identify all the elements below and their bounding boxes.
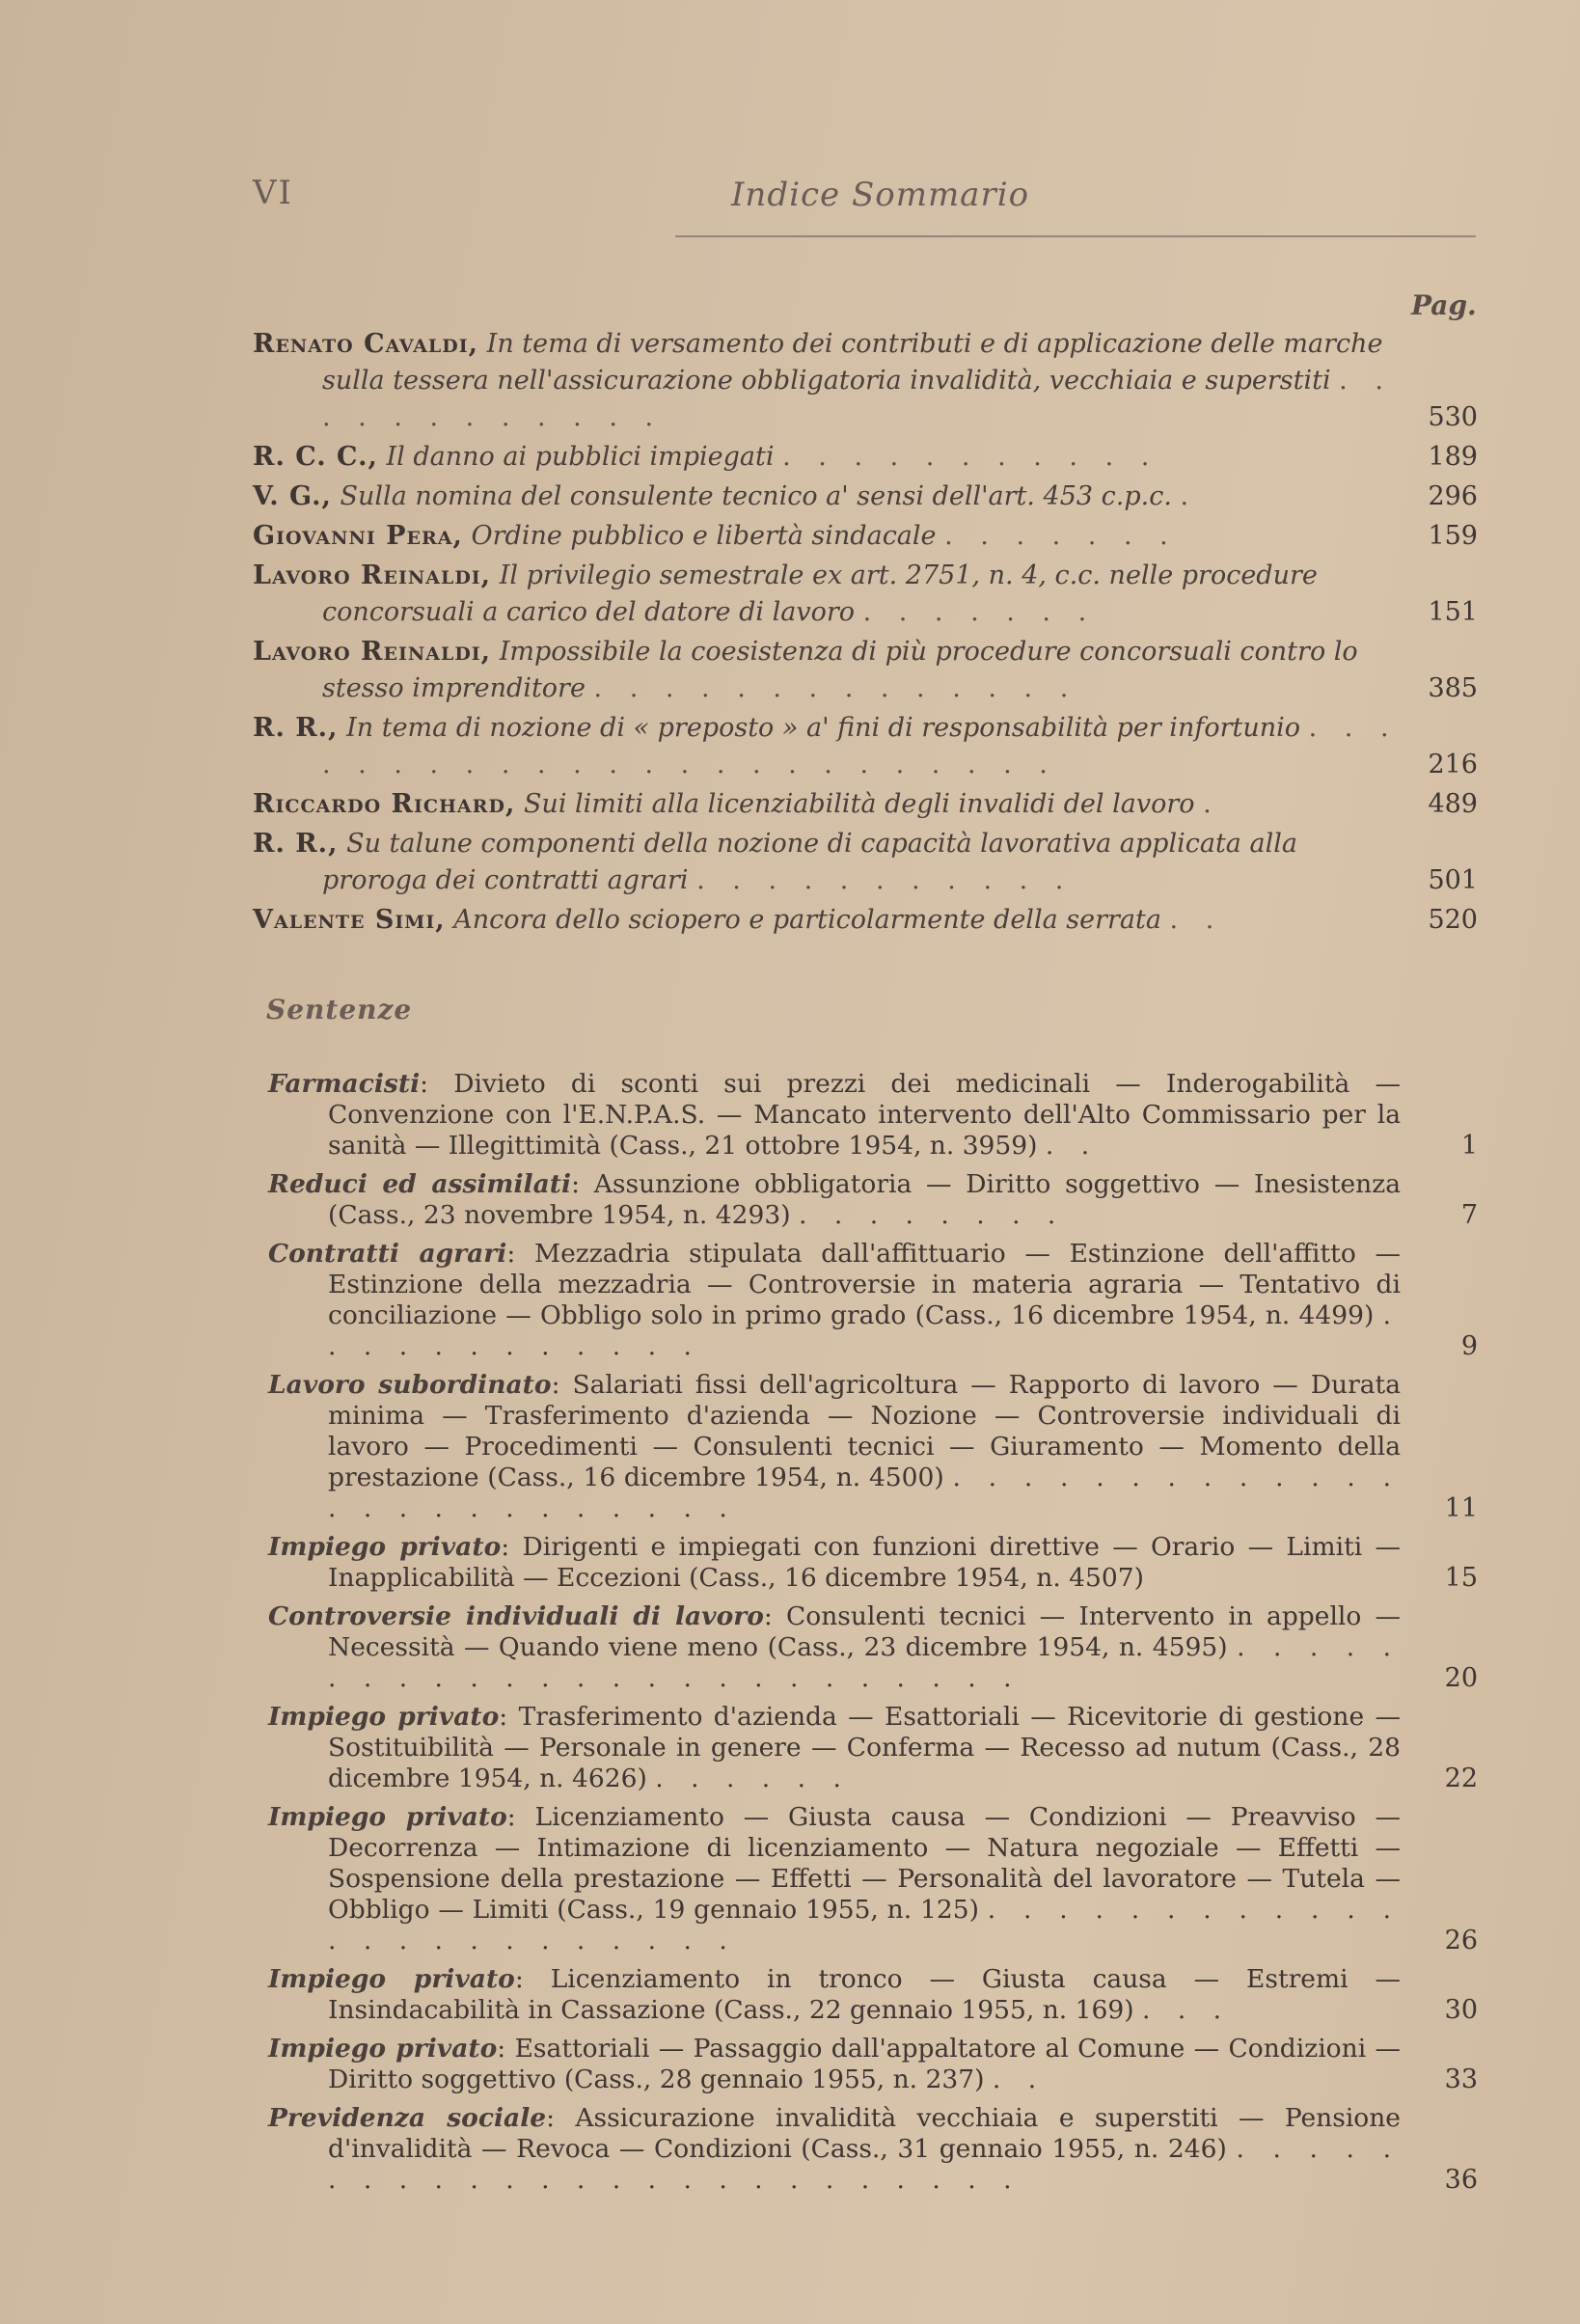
sentence-page: 9 — [1460, 1331, 1478, 1361]
sentence-page: 36 — [1444, 2165, 1478, 2195]
leader-dots: . . . . . . . . . . . . — [328, 1300, 1401, 1361]
article-author: R. R., — [253, 829, 339, 859]
sentence-text: Salariati fissi dell'agricoltura — Rapporto di lavoro — Durata minima — Trasferimento d'azienda — Nozione — Controversie individuali di lavoro — Procedimenti — Consulenti tecnici — Giuramento — Momento della prestazione (Cass., 16 dicembre 1954, n. 4500) — [328, 1370, 1401, 1492]
article-title: Ordine pubblico e libertà sindacale — [471, 521, 937, 551]
sentence-topic: Controversie individuali di lavoro — [268, 1601, 764, 1631]
sentence-page: 15 — [1444, 1563, 1478, 1593]
sentence-topic: Previdenza sociale — [268, 2103, 547, 2133]
sentence-topic: Farmacisti — [268, 1069, 421, 1099]
list-item — [253, 439, 1478, 476]
leader-dots: . — [1203, 789, 1221, 819]
sentences-list — [268, 1069, 1478, 2203]
leader-dots: . . . . . . . . . . . — [696, 865, 1074, 895]
list-item: Previdenza sociale: Assicurazione invalidità vecchiaia e superstiti — Pensione d'invalidità — Revoca — Condizioni (Cass., 31 gennaio 1955, n. 246) . . . . . . . . . . . . . . . . . . . . . . . . . 36 — [268, 2103, 1478, 2195]
sentence-text: Assunzione obbligatoria — Diritto soggettivo — Inesistenza (Cass., 23 novembre 1954, n. 4293) — [328, 1169, 1401, 1230]
article-author: Giovanni Pera, — [253, 521, 463, 551]
section-heading: Sentenze — [266, 994, 413, 1025]
sentence-text: Trasferimento d'azienda — Esattoriali — Ricevitorie di gestione — Sostituibilità — Personale in genere — Conferma — Recesso ad nutum (Cass., 28 dicembre 1954, n. 4626) — [328, 1702, 1401, 1793]
sentence-topic: Impiego privato — [268, 2034, 498, 2064]
sentence-topic: Impiego privato — [268, 1532, 502, 1562]
sentence-topic: Impiego privato — [268, 1702, 500, 1732]
leader-dots: . . . . . . . . . . . . . . . . . . . . . . . . . — [328, 1632, 1402, 1693]
page-number: VI — [253, 174, 293, 212]
article-title: In tema di versamento dei contributi e di applicazione delle marche sulla tessera nell'assicurazione obbligatoria invalidità, vecchiaia e superstiti — [322, 329, 1383, 396]
leader-dots: . — [1180, 481, 1199, 511]
list-item — [253, 826, 1478, 899]
list-item: Impiego privato: Esattoriali — Passaggio dall'appaltatore al Comune — Condizioni — Diritto soggettivo (Cass., 28 gennaio 1955, n. 237) . . 33 — [268, 2034, 1478, 2094]
article-page: 530 — [1428, 402, 1478, 432]
sentence-topic: Impiego privato — [268, 1802, 507, 1832]
list-item — [253, 634, 1478, 707]
list-item — [253, 786, 1478, 823]
sentence-topic: Impiego privato — [268, 1964, 515, 1994]
leader-dots: . . — [1169, 905, 1224, 935]
article-title: Sulla nomina del consulente tecnico a' sensi dell'art. 453 c.p.c. — [340, 481, 1172, 511]
article-title: Il privilegio semestrale ex art. 2751, n. 4, c.c. nelle procedure concorsuali a carico del datore di lavoro — [322, 560, 1318, 627]
list-item — [253, 558, 1478, 631]
sentence-page: 22 — [1444, 1764, 1478, 1793]
sentence-topic: Reduci ed assimilati — [268, 1169, 572, 1199]
article-page: 489 — [1428, 789, 1478, 819]
list-item — [253, 902, 1478, 939]
leader-dots: . . . . . . . . . . . — [782, 442, 1159, 472]
running-title: Indice Sommario — [731, 176, 1030, 214]
article-author: Valente Simi, — [253, 905, 446, 935]
sentence-text: Esattoriali — Passaggio dall'appaltatore al Comune — Condizioni — Diritto soggettivo (Cass., 28 gennaio 1955, n. 237) — [328, 2034, 1402, 2094]
list-item: Contratti agrari: Mezzadria stipulata dall'affittuario — Estinzione dell'affitto — Estinzione della mezzadria — Controversie in materia agraria — Tentativo di conciliazione — Obbligo solo in primo grado (Cass., 16 dicembre 1954, n. 4499) . . . . . . . . . . . . 9 — [268, 1239, 1478, 1361]
leader-dots: . . . . . . . . . . . . . . . . . . . . . . . . — [322, 713, 1399, 779]
article-author: Lavoro Reinaldi, — [253, 637, 492, 667]
article-page: 385 — [1428, 673, 1478, 703]
leader-dots: . . . . . . . — [944, 521, 1178, 551]
leader-dots: . . . . . . . . . . . . . . . . . . . . . . . . . — [328, 2134, 1401, 2195]
article-page: 189 — [1428, 442, 1478, 472]
sentence-text: Assicurazione invalidità vecchiaia e superstiti — Pensione d'invalidità — Revoca — Condizioni (Cass., 31 gennaio 1955, n. 246) — [328, 2103, 1401, 2164]
articles-list — [253, 326, 1478, 942]
leader-dots: . . . . . . . . . . . . . . . . . . . . . . . . . — [328, 1463, 1402, 1523]
sentence-text: Licenziamento in tronco — Giusta causa — Estremi — Insindacabilità in Cassazione (Cass., 22 gennaio 1955, n. 169) — [328, 1964, 1401, 2025]
article-page: 159 — [1428, 521, 1478, 551]
list-item: Controversie individuali di lavoro: Consulenti tecnici — Intervento in appello — Necessità — Quando viene meno (Cass., 23 dicembre 1954, n. 4595) . . . . . . . . . . . . . . . . . . . . . . . . . 20 — [268, 1601, 1478, 1693]
sentence-page: 26 — [1444, 1926, 1478, 1955]
article-page: 501 — [1428, 865, 1478, 895]
list-item: Impiego privato: Trasferimento d'azienda — Esattoriali — Ricevitorie di gestione — Sostituibilità — Personale in genere — Conferma — Recesso ad nutum (Cass., 28 dicembre 1954, n. 4626) . . . . . . 22 — [268, 1702, 1478, 1793]
list-item: Lavoro subordinato: Salariati fissi dell'agricoltura — Rapporto di lavoro — Durata minima — Trasferimento d'azienda — Nozione — Controversie individuali di lavoro — Procedimenti — Consulenti tecnici — Giuramento — Momento della prestazione (Cass., 16 dicembre 1954, n. 4500) . . . . . . . . . . . . . . . . . . . . . . . . . 11 — [268, 1370, 1478, 1523]
article-page: 216 — [1428, 750, 1478, 779]
sentence-topic: Contratti agrari — [268, 1239, 507, 1269]
article-title: In tema di nozione di « preposto » a' fini di responsabilità per infortunio — [346, 713, 1301, 743]
article-page: 296 — [1428, 481, 1478, 511]
leader-dots: . . . . . . . . . . . . — [322, 366, 1393, 432]
leader-dots: . . . — [1141, 1995, 1232, 2025]
article-title: Ancora dello sciopero e particolarmente della serrata — [453, 905, 1161, 935]
article-author: Renato Cavaldi, — [253, 329, 479, 359]
leader-dots: . . — [1045, 1131, 1100, 1161]
list-item: Impiego privato: Licenziamento — Giusta causa — Condizioni — Preavviso — Decorrenza — Intimazione di licenziamento — Natura negoziale — Effetti — Sospensione della prestazione — Effetti — Personalità del lavoratore — Tutela — Obbligo — Limiti (Cass., 19 gennaio 1955, n. 125) . . . . . . . . . . . . . . . . . . . . . . . . 26 — [268, 1802, 1478, 1955]
sentence-text: Mezzadria stipulata dall'affittuario — Estinzione dell'affitto — Estinzione della mezzadria — Controversie in materia agraria — Tentativo di conciliazione — Obbligo solo in primo grado (Cass., 16 dicembre 1954, n. 4499) — [328, 1239, 1401, 1330]
sentence-page: 7 — [1460, 1200, 1478, 1230]
list-item — [253, 478, 1478, 515]
article-page: 520 — [1428, 905, 1478, 935]
leader-dots: . . . . . . . . . . . . . . . . . . . . . . . . — [328, 1895, 1401, 1955]
sentence-topic: Lavoro subordinato — [268, 1370, 552, 1400]
article-title: Impossibile la coesistenza di più procedure concorsuali contro lo stesso imprenditore — [322, 637, 1358, 703]
list-item: Impiego privato: Dirigenti e impiegati con funzioni direttive — Orario — Limiti — Inapplicabilità — Eccezioni (Cass., 16 dicembre 1954, n. 4507) 15 — [268, 1532, 1478, 1593]
article-title: Sui limiti alla licenziabilità degli invalidi del lavoro — [523, 789, 1195, 819]
article-author: Riccardo Richard, — [253, 789, 516, 819]
article-author: V. G., — [253, 481, 332, 511]
sentence-page: 1 — [1460, 1131, 1478, 1161]
article-author: Lavoro Reinaldi, — [253, 560, 492, 590]
article-title: Su talune componenti della nozione di capacità lavorativa applicata alla proroga dei contratti agrari — [322, 829, 1297, 895]
leader-dots: . . — [992, 2064, 1047, 2094]
list-item — [253, 710, 1478, 783]
list-item — [253, 518, 1478, 555]
article-title: Il danno ai pubblici impiegati — [386, 442, 775, 472]
list-item: Reduci ed assimilati: Assunzione obbligatoria — Diritto soggettivo — Inesistenza (Cass., 23 novembre 1954, n. 4293) . . . . . . . . 7 — [268, 1169, 1478, 1230]
sentence-page: 30 — [1444, 1995, 1478, 2025]
sentence-text: Consulenti tecnici — Intervento in appello — Necessità — Quando viene meno (Cass., 23 dicembre 1954, n. 4595) — [328, 1601, 1402, 1662]
sentence-text: Divieto di sconti sui prezzi dei medicinali — Inderogabilità — Convenzione con l'E.N.P.A.S. — Mancato intervento dell'Alto Commissario per la sanità — Illegittimità (Cass., 21 ottobre 1954, n. 3959) — [328, 1069, 1402, 1161]
article-author: R. C. C., — [253, 442, 378, 472]
sentence-text: Dirigenti e impiegati con funzioni direttive — Orario — Limiti — Inapplicabilità — Eccezioni (Cass., 16 dicembre 1954, n. 4507) — [328, 1532, 1402, 1593]
sentence-text: Licenziamento — Giusta causa — Condizioni — Preavviso — Decorrenza — Intimazione di licenziamento — Natura negoziale — Effetti — Sospensione della prestazione — Effetti — Personalità del lavoratore — Tutela — Obbligo — Limiti (Cass., 19 gennaio 1955, n. 125) — [328, 1802, 1401, 1925]
article-author: R. R., — [253, 713, 339, 743]
sentence-page: 33 — [1444, 2064, 1478, 2094]
leader-dots: . . . . . . . — [862, 597, 1097, 627]
sentence-page: 11 — [1444, 1493, 1478, 1523]
leader-dots: . . . . . . — [655, 1764, 851, 1793]
header-rule — [675, 235, 1476, 237]
article-page: 151 — [1428, 597, 1478, 627]
list-item: Impiego privato: Licenziamento in tronco — Giusta causa — Estremi — Insindacabilità in Cassazione (Cass., 22 gennaio 1955, n. 169) . . . 30 — [268, 1964, 1478, 2025]
leader-dots: . . . . . . . . — [799, 1200, 1066, 1230]
leader-dots: . . . . . . . . . . . . . . — [593, 673, 1078, 703]
pag-label: Pag. — [1411, 289, 1477, 321]
list-item: Farmacisti: Divieto di sconti sui prezzi dei medicinali — Inderogabilità — Convenzione con l'E.N.P.A.S. — Mancato intervento dell'Alto Commissario per la sanità — Illegittimità (Cass., 21 ottobre 1954, n. 3959) . . 1 — [268, 1069, 1478, 1161]
list-item — [253, 326, 1478, 436]
sentence-page: 20 — [1444, 1663, 1478, 1693]
